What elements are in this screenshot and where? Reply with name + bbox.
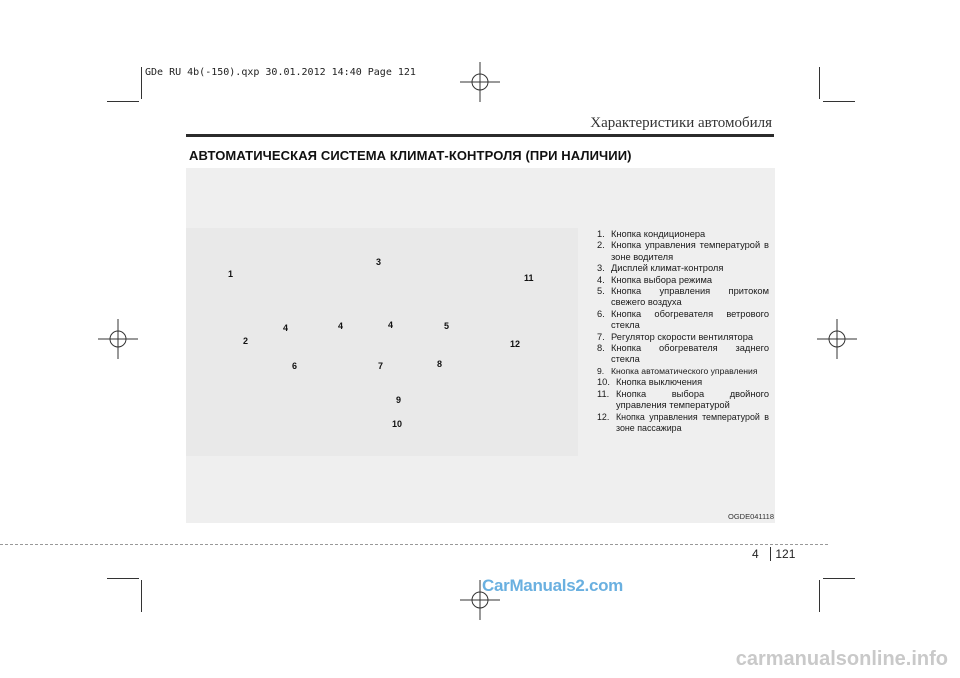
crop-mark xyxy=(819,580,820,612)
legend-item: 8. Кнопка обогревателя заднего стекла xyxy=(597,343,769,365)
callout-label: 6 xyxy=(292,361,298,371)
legend-item: 3. Дисплей климат-контроля xyxy=(597,263,724,274)
registration-mark-icon xyxy=(98,319,138,359)
page-header-title: Характеристики автомобиля xyxy=(590,115,772,131)
header-rule xyxy=(186,134,774,137)
figure-legend xyxy=(597,229,769,434)
legend-item: 1. Кнопка кондиционера xyxy=(597,229,706,239)
legend-item: 7. Регулятор скорости вентилятора xyxy=(597,331,754,342)
page-number xyxy=(752,547,795,561)
callout-label: 4 xyxy=(388,320,394,330)
callout-label: 3 xyxy=(376,257,382,267)
callout-label: 11 xyxy=(524,273,534,283)
callout-label: 10 xyxy=(392,419,403,429)
legend-item: 2. Кнопка управления температурой в зоне водителя xyxy=(597,240,769,262)
figure-code: OGDE041118 xyxy=(728,512,774,521)
callout-label: 9 xyxy=(396,395,402,405)
callout-label: 2 xyxy=(243,336,249,346)
callout-label: 4 xyxy=(283,323,289,333)
crop-mark xyxy=(823,578,855,579)
registration-mark-icon xyxy=(460,62,500,102)
crop-mark xyxy=(141,67,142,99)
crop-mark xyxy=(819,67,820,99)
page-number-separator xyxy=(770,547,771,561)
callout-label: 7 xyxy=(378,361,384,371)
callout-label: 8 xyxy=(437,359,443,369)
watermark-text: carmanualsonline.info xyxy=(735,648,948,670)
legend-item: 4. Кнопка выбора режима xyxy=(597,274,713,285)
crop-mark xyxy=(823,101,855,102)
legend-item: 10. Кнопка выключения xyxy=(597,377,703,388)
legend-item: 5. Кнопка управления притоком свежего воздуха xyxy=(597,286,769,308)
crop-mark xyxy=(107,578,139,579)
chapter-number: 4 xyxy=(752,547,759,561)
footer-rule xyxy=(0,544,828,545)
print-slug: GDe RU 4b(-150).qxp 30.01.2012 14:40 Page 121 xyxy=(145,67,416,78)
legend-item: 9. Кнопка автоматического управления xyxy=(597,365,758,376)
callout-label: 5 xyxy=(444,321,450,331)
callout-label: 12 xyxy=(510,339,521,349)
legend-item: 11. Кнопка выбора двойного управления температурой xyxy=(597,388,769,411)
section-title: АВТОМАТИЧЕСКАЯ СИСТЕМА КЛИМАТ-КОНТРОЛЯ (ПРИ НАЛИЧИИ) xyxy=(189,148,632,163)
watermark-logo: CarManuals2.com xyxy=(482,576,623,595)
crop-mark xyxy=(107,101,139,102)
legend-item: 6. Кнопка обогревателя ветрового стекла xyxy=(597,308,769,331)
callout-label: 4 xyxy=(338,321,344,331)
legend-item: 12. Кнопка управления температурой в зоне пассажира xyxy=(597,411,769,433)
callout-label: 1 xyxy=(228,269,234,279)
page-number-value: 121 xyxy=(775,547,796,561)
crop-mark xyxy=(141,580,142,612)
registration-mark-icon xyxy=(817,319,857,359)
